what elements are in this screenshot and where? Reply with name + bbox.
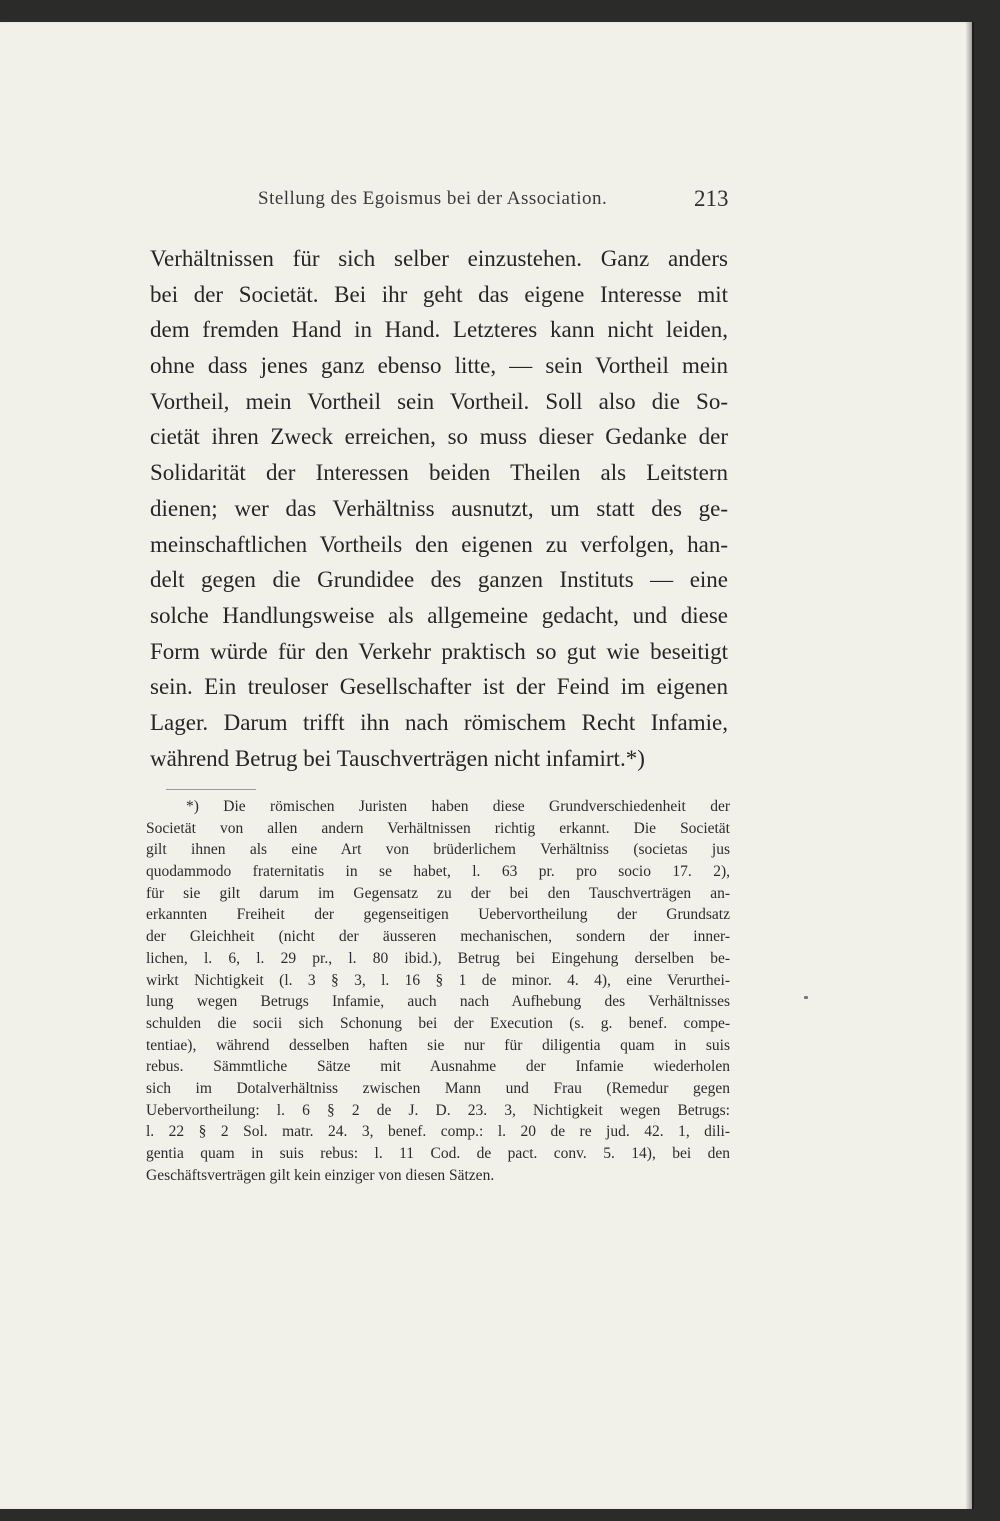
footnote-line: Societät von allen andern Verhältnissen richtig erkannt. Die Societät <box>146 819 730 837</box>
footnote <box>146 796 730 1186</box>
footnote-line: quodammodo fraternitatis in se habet, l. 63 pr. pro socio 17. 2), <box>146 863 730 881</box>
text-line: während Betrug bei Tauschverträgen nicht infamirt.*) <box>150 745 645 771</box>
text-line: Form würde für den Verkehr praktisch so gut wie beseitigt <box>150 638 728 664</box>
text-line: Solidarität der Interessen beiden Theilen als Leitstern <box>150 460 728 486</box>
text-line: dem fremden Hand in Hand. Letzteres kann nicht leiden, <box>150 317 728 343</box>
margin-mark <box>804 996 808 999</box>
text-line: Lager. Darum trifft ihn nach römischem Recht Infamie, <box>150 709 728 735</box>
text-line: meinschaftlichen Vortheils den eigenen zu verfolgen, han- <box>150 531 728 557</box>
footnote-line: lichen, l. 6, l. 29 pr., l. 80 ibid.), Betrug bei Eingehung derselben be- <box>146 949 730 967</box>
text-line: cietät ihren Zweck erreichen, so muss dieser Gedanke der <box>150 424 728 450</box>
text-line: Vortheil, mein Vortheil sein Vortheil. Soll also die So- <box>150 388 728 414</box>
footnote-line: tentiae), während desselben haften sie nur für diligentia quam in suis <box>146 1036 730 1054</box>
text-line: ohne dass jenes ganz ebenso litte, — sein Vortheil mein <box>150 353 728 379</box>
footnote-line: der Gleichheit (nicht der äusseren mechanischen, sondern der inner- <box>146 928 730 946</box>
page-number: 213 <box>694 186 729 211</box>
text-line: solche Handlungsweise als allgemeine gedacht, und diese <box>150 602 728 628</box>
footnote-line: Geschäftsverträgen gilt kein einziger von diesen Sätzen. <box>146 1166 495 1184</box>
footnote-line: schulden die socii sich Schonung bei der Execution (s. g. benef. compe- <box>146 1014 730 1032</box>
page-edge-shadow <box>966 22 974 1509</box>
running-title: Stellung des Egoismus bei der Association. <box>258 188 608 209</box>
footnote-line: sich im Dotalverhältniss zwischen Mann und Frau (Remedur gegen <box>146 1079 730 1097</box>
main-text <box>150 241 728 776</box>
text-line: sein. Ein treuloser Gesellschafter ist der Feind im eigenen <box>150 674 728 700</box>
text-line: Verhältnissen für sich selber einzustehen. Ganz anders <box>150 246 728 271</box>
footnote-line: erkannten Freiheit der gegenseitigen Uebervortheilung der Grundsatz <box>146 906 730 924</box>
footnote-line: lung wegen Betrugs Infamie, auch nach Aufhebung des Verhältnisses <box>146 993 730 1011</box>
footnote-line: l. 22 § 2 Sol. matr. 24. 3, benef. comp.: l. 20 de re jud. 42. 1, dili- <box>146 1123 730 1141</box>
text-line: bei der Societät. Bei ihr geht das eigene Interesse mit <box>150 281 728 307</box>
footnote-line: *) Die römischen Juristen haben diese Grundverschiedenheit der <box>186 798 730 815</box>
footnote-rule <box>166 789 256 790</box>
footnote-line: wirkt Nichtigkeit (l. 3 § 3, l. 16 § 1 de minor. 4. 4), eine Verurthei- <box>146 971 730 989</box>
text-line: dienen; wer das Verhältniss ausnutzt, um statt des ge- <box>150 495 728 521</box>
footnote-line: rebus. Sämmtliche Sätze mit Ausnahme der Infamie wiederholen <box>146 1058 730 1076</box>
footnote-line: gentia quam in suis rebus: l. 11 Cod. de pact. conv. 5. 14), bei den <box>146 1145 730 1162</box>
footnote-line: gilt ihnen als eine Art von brüderlichem Verhältniss (societas jus <box>146 841 730 859</box>
footnote-line: Uebervortheilung: l. 6 § 2 de J. D. 23. 3, Nichtigkeit wegen Betrugs: <box>146 1101 730 1119</box>
text-line: delt gegen die Grundidee des ganzen Instituts — eine <box>150 567 728 593</box>
footnote-line: für sie gilt darum im Gegensatz zu der bei den Tauschverträgen an- <box>146 884 730 902</box>
